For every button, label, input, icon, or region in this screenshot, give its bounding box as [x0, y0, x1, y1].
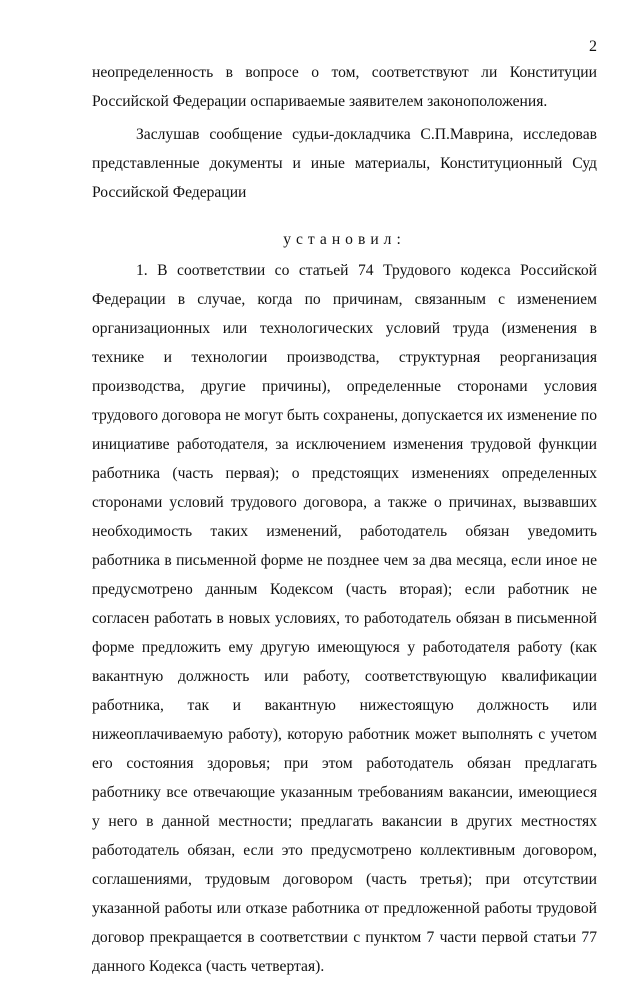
ruling-heading: установил:	[283, 231, 406, 248]
continuation-paragraph: неопределенность в вопросе о том, соответствуют ли Конституции Российской Федерации оспариваемые заявителем законоположения.	[92, 64, 597, 110]
document-body	[92, 58, 597, 981]
page-number: 2	[589, 38, 597, 55]
hearing-paragraph: Заслушав сообщение судьи-докладчика С.П.Маврина, исследовав представленные документы и иные материалы, Конституционный Суд Российской Федерации	[92, 126, 597, 201]
point-one-paragraph: 1. В соответствии со статьей 74 Трудового кодекса Российской Федерации в случае, когда по причинам, связанным с изменением организационных или технологических условий труда (изменения в технике и технологии производства, структурная реорганизация производства, другие причины), определенные сторонами условия трудового договора не могут быть сохранены, допускается их изменение по инициативе работодателя, за исключением изменения трудовой функции работника (часть первая); о предстоящих изменениях определенных сторонами условий трудового договора, а также о причинах, вызвавших необходимость таких изменений, работодатель обязан уведомить работника в письменной форме не позднее чем за два месяца, если иное не предусмотрено данным Кодексом (часть вторая); если работник не согласен работать в новых условиях, то работодатель обязан в письменной форме предложить ему другую имеющуюся у работодателя работу (как вакантную должность или работу, соответствующую квалификации работника, так и вакантную нижестоящую должность или нижеоплачиваемую работу), которую работник может выполнять с учетом его состояния здоровья; при этом работодатель обязан предлагать работнику все отвечающие указанным требованиям вакансии, имеющиеся у него в данной местности; предлагать вакансии в других местностях работодатель обязан, если это предусмотрено коллективным договором, соглашениями, трудовым договором (часть третья); при отсутствии указанной работы или отказе работника от предложенной работы трудовой договор прекращается в соответствии с пунктом 7 части первой статьи 77 данного Кодекса (часть четвертая).	[92, 262, 597, 975]
